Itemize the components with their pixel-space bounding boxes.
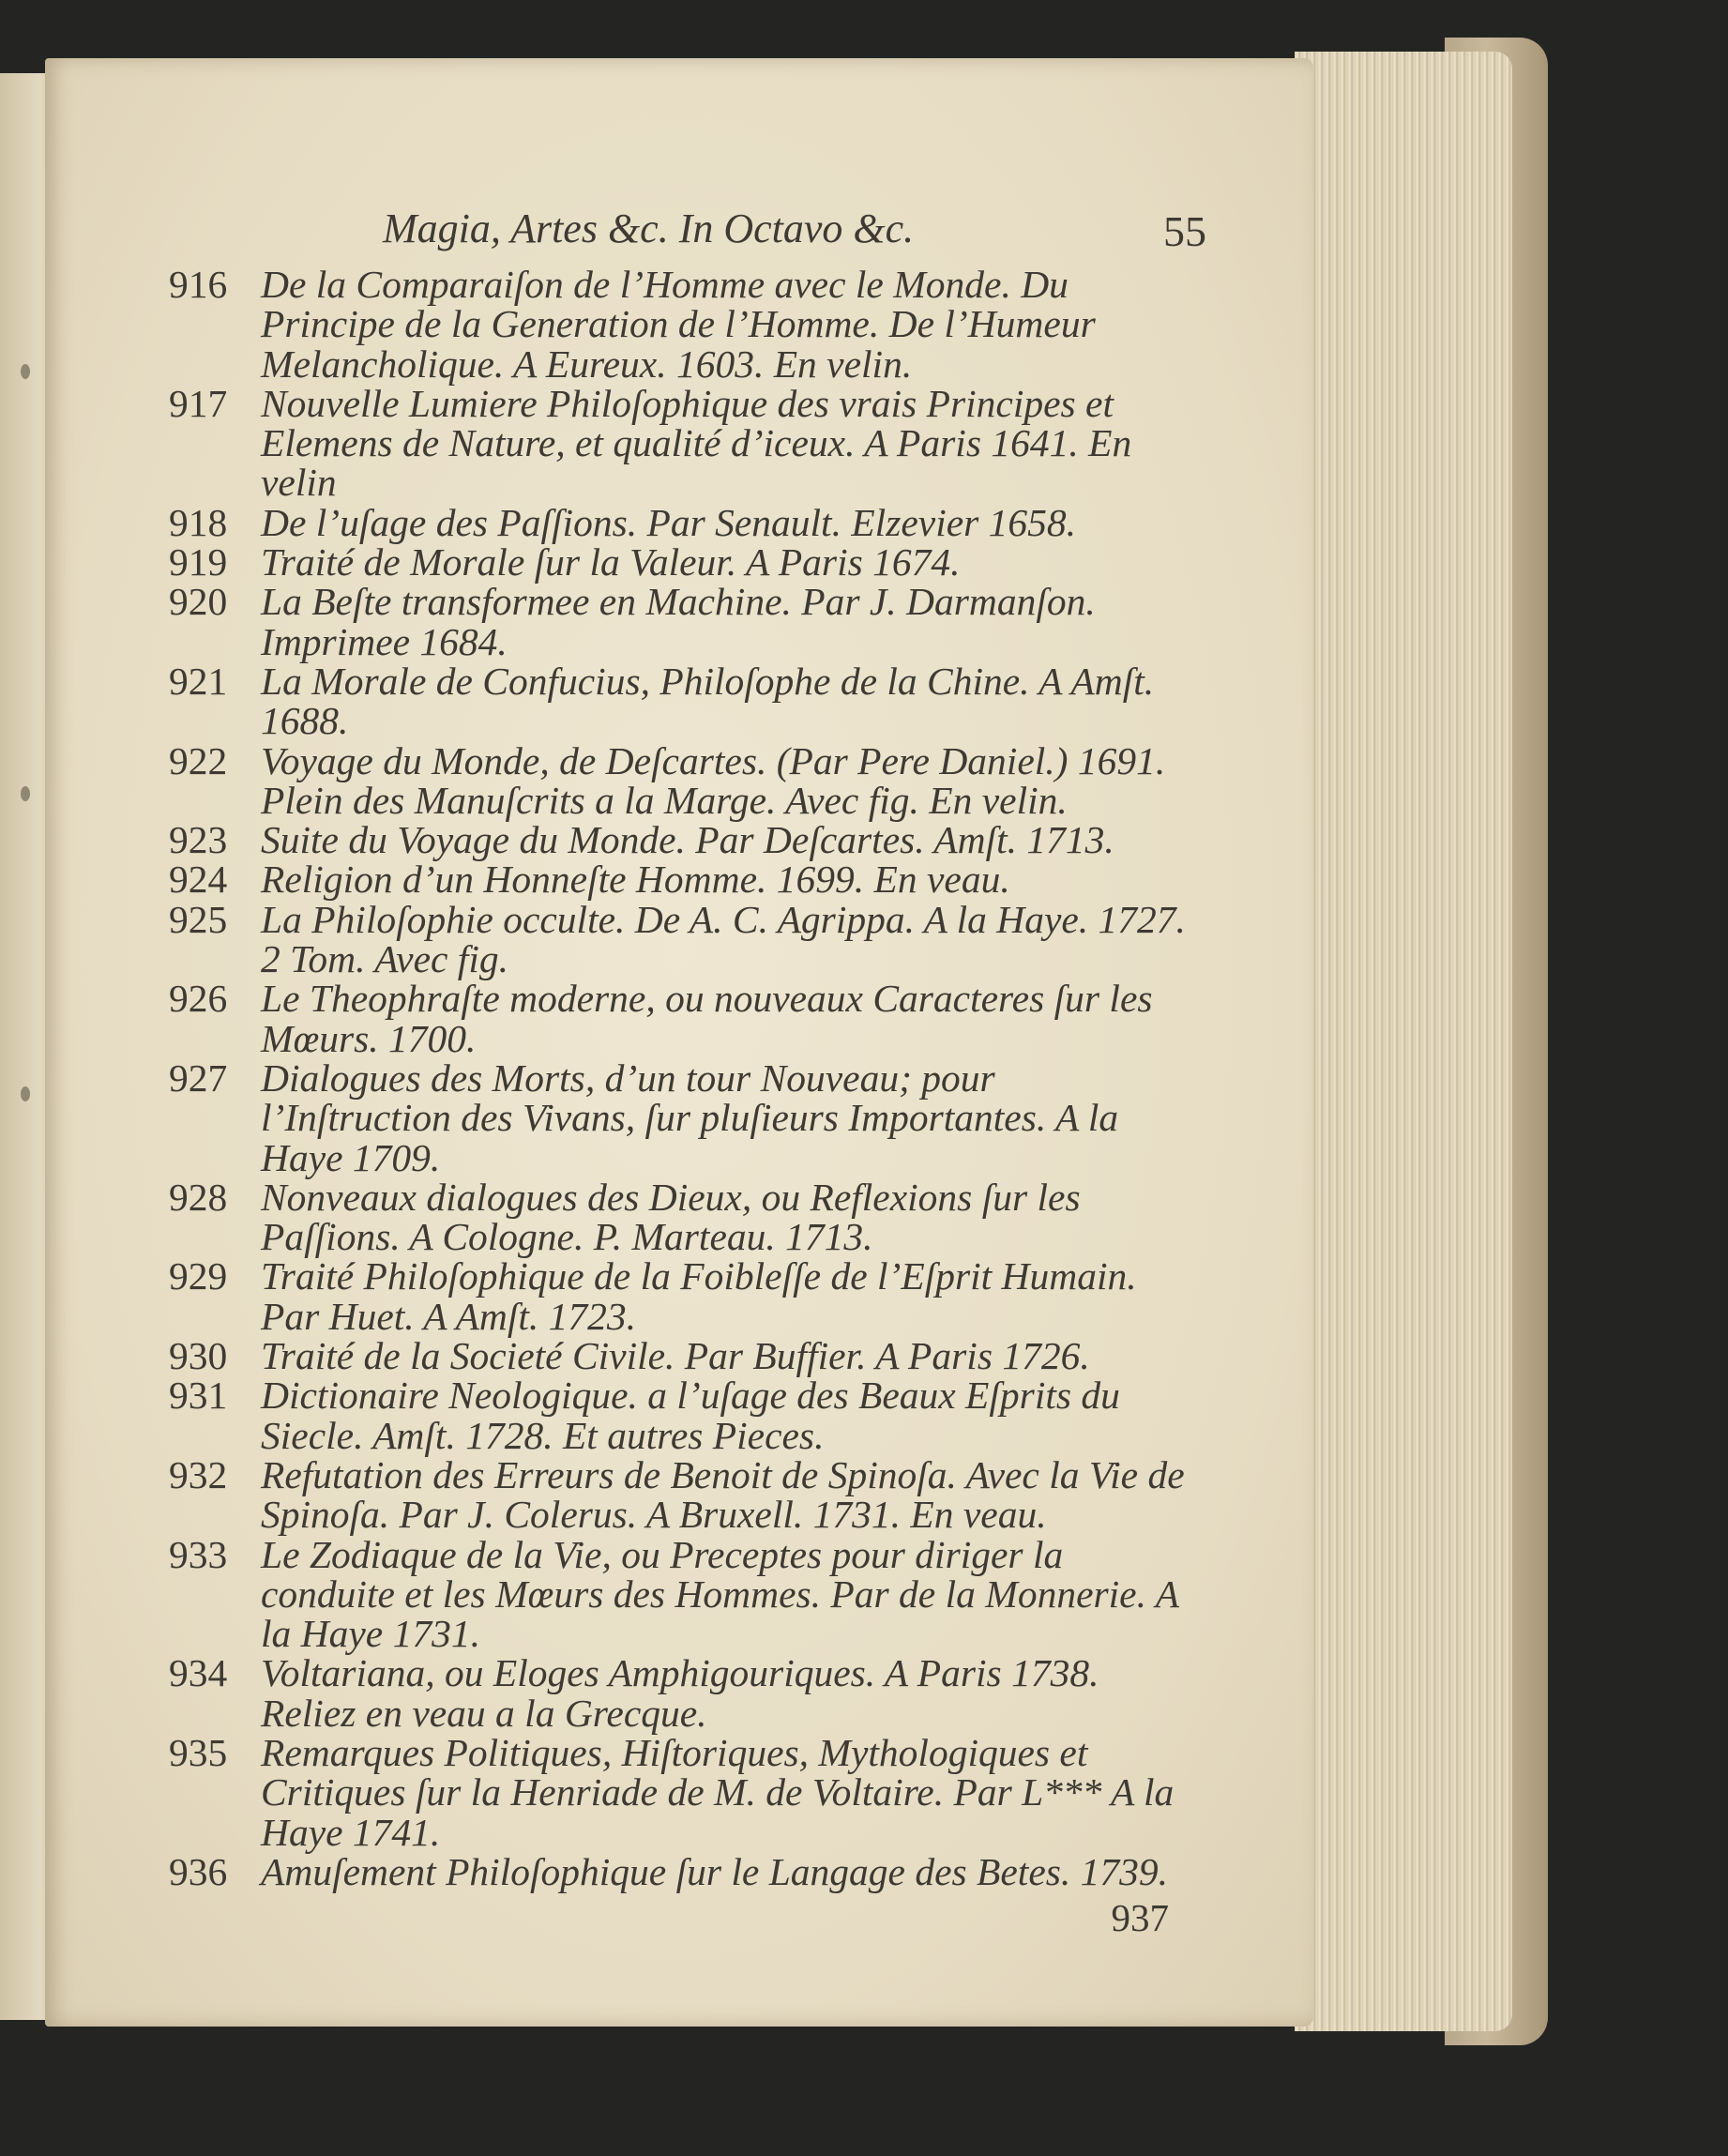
binding-hole xyxy=(21,786,30,801)
entry-number: 918 xyxy=(169,500,228,544)
catalog-entry xyxy=(169,381,1190,505)
entry-text: Le Zodiaque de la Vie, ou Preceptes pour diriger la conduite et les Mœurs des Hommes. Par de la Monnerie. A la Haye 1731. xyxy=(261,1532,1179,1656)
entry-text: De la Comparaiſon de l’Homme avec le Monde. Du Principe de la Generation de l’Homme. De l’Humeur Melancholique. A Eureux. 1603. En velin. xyxy=(261,263,1096,386)
catalog-entry xyxy=(169,1532,1190,1656)
entry-number: 919 xyxy=(169,540,228,585)
catchword: 937 xyxy=(1111,1896,1169,1940)
entry-number: 935 xyxy=(169,1730,228,1774)
page-text xyxy=(169,197,1206,1940)
entry-text: De l’uſage des Paſſions. Par Senault. Elzevier 1658. xyxy=(261,500,1077,544)
catalog-entry xyxy=(169,1849,1190,1893)
running-head xyxy=(169,197,1206,259)
catalog-entry xyxy=(169,1055,1190,1179)
catalog-entry xyxy=(169,858,1190,902)
entry-number: 916 xyxy=(169,263,228,306)
entry-number: 933 xyxy=(169,1532,228,1576)
entry-text: La Beſte transformee en Machine. Par J. Darmanſon. Imprimee 1684. xyxy=(261,580,1096,663)
entry-text: Amuſement Philoſophique ſur le Langage des Betes. 1739. xyxy=(261,1849,1169,1893)
entry-number: 934 xyxy=(169,1651,228,1695)
entry-text: Religion d’un Honneſte Homme. 1699. En veau. xyxy=(261,858,1010,902)
page-number: 55 xyxy=(1163,207,1206,255)
binding-hole xyxy=(21,364,30,379)
entry-number: 924 xyxy=(169,858,228,902)
entry-text: Le Theophraſte moderne, ou nouveaux Caracteres ſur les Mœurs. 1700. xyxy=(261,977,1153,1060)
entry-text: Nonveaux dialogues des Dieux, ou Reflexions ſur les Paſſions. A Cologne. P. Marteau. 1713. xyxy=(261,1175,1081,1259)
entry-text: Traité Philoſophique de la Foibleſſe de l’Eſprit Humain. Par Huet. A Amſt. 1723. xyxy=(261,1254,1137,1338)
entry-number: 932 xyxy=(169,1452,228,1496)
entry-number: 928 xyxy=(169,1175,228,1219)
entry-number: 926 xyxy=(169,977,228,1021)
entry-text: La Morale de Confucius, Philoſophe de la Chine. A Amſt. 1688. xyxy=(261,659,1155,743)
running-head-title: Magia, Artes &c. In Octavo &c. xyxy=(383,205,915,251)
entry-text: Dialogues des Morts, d’un tour Nouveau; pour l’Inſtruction des Vivans, ſur pluſieurs Importantes. A la Haye 1709. xyxy=(261,1055,1119,1179)
catalog-entry xyxy=(169,1452,1190,1537)
catalog-entry xyxy=(169,1375,1190,1455)
page-edges xyxy=(1295,52,1512,2031)
entry-number: 922 xyxy=(169,738,228,782)
catalog-entry xyxy=(169,1334,1190,1378)
entry-text: Suite du Voyage du Monde. Par Deſcartes. Amſt. 1713. xyxy=(261,818,1114,862)
catalog-entry xyxy=(169,979,1190,1058)
entry-text: Traité de la Societé Civile. Par Buffier. A Paris 1726. xyxy=(261,1334,1090,1378)
entry-text: Nouvelle Lumiere Philoſophique des vrais Principes et Elemens de Nature, et qualité d’iceux. A Paris 1641. En velin xyxy=(261,381,1132,505)
catalog-entry xyxy=(169,738,1190,822)
entry-number: 923 xyxy=(169,818,228,862)
entry-text: Voyage du Monde, de Deſcartes. (Par Pere Daniel.) 1691. Plein des Manuſcrits a la Marge. Avec fig. En velin. xyxy=(261,738,1166,822)
entry-text: Refutation des Erreurs de Benoit de Spinoſa. Avec la Vie de Spinoſa. Par J. Colerus. A Bruxell. 1731. En veau. xyxy=(261,1452,1185,1537)
catalog-entry xyxy=(169,582,1190,661)
binding-hole xyxy=(21,1086,30,1101)
catalog-entry xyxy=(169,265,1190,384)
entry-number: 927 xyxy=(169,1055,228,1100)
entry-text: Remarques Politiques, Hiſtoriques, Mythologiques et Critiques ſur la Henriade de M. de Voltaire. Par L*** A la Haye 1741. xyxy=(261,1730,1175,1854)
catalog-entry xyxy=(169,540,1190,585)
entry-number: 917 xyxy=(169,381,228,425)
entry-number: 925 xyxy=(169,897,228,941)
catalog-entries xyxy=(169,265,1190,1891)
entry-number: 921 xyxy=(169,659,228,703)
catalog-entry xyxy=(169,1730,1190,1854)
catalog-entry xyxy=(169,1653,1190,1733)
catalog-entry xyxy=(169,1177,1190,1257)
catalog-entry xyxy=(169,897,1190,981)
catalog-entry xyxy=(169,818,1190,862)
catalog-entry xyxy=(169,500,1190,544)
entry-text: Dictionaire Neologique. a l’uſage des Beaux Eſprits du Siecle. Amſt. 1728. Et autres Pieces. xyxy=(261,1374,1120,1457)
entry-text: Traité de Morale ſur la Valeur. A Paris 1674. xyxy=(261,540,961,585)
entry-number: 930 xyxy=(169,1334,228,1378)
entry-number: 920 xyxy=(169,580,228,624)
entry-text: La Philoſophie occulte. De A. C. Agrippa. A la Haye. 1727. 2 Tom. Avec fig. xyxy=(261,897,1186,981)
entry-number: 936 xyxy=(169,1849,228,1893)
entry-text: Voltariana, ou Eloges Amphigouriques. A Paris 1738. Reliez en veau a la Grecque. xyxy=(261,1651,1099,1735)
catalog-entry xyxy=(169,661,1190,741)
entry-number: 931 xyxy=(169,1374,228,1418)
book-page xyxy=(45,58,1313,2027)
entry-number: 929 xyxy=(169,1254,228,1298)
catalog-entry xyxy=(169,1256,1190,1336)
